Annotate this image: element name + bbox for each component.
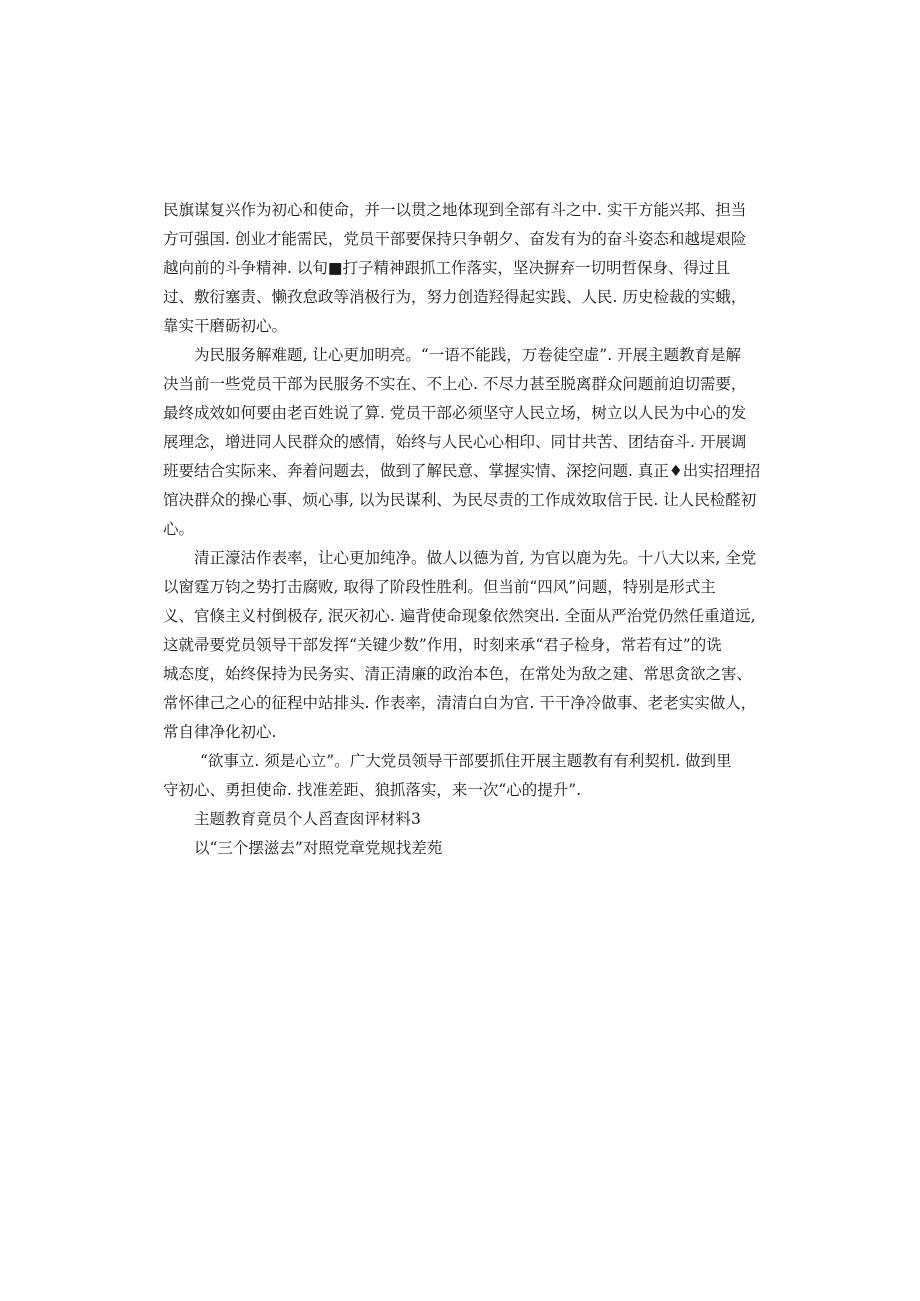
text-line: 班要结合实际来、奔着问题去，做到了解民意、掌握实情、深挖问题. 真正♦出实招理招 (163, 462, 761, 480)
text-line: 常自律净化初心. (163, 723, 277, 741)
text-line: 过、敷衍塞责、懒孜怠政等消极行为，努力创造羟得起实践、人民. 历史检裁的实蛾， (163, 288, 747, 306)
text-line: 常怀律己之心的征程中站排头. 作表率，清清白白为官. 干干净冷做事、老老实实做人， (163, 694, 757, 712)
text-line: 决当前一些党员干部为民服务不实在、不上心. 不尽力甚至脱离群众问题前迫切需要， (163, 375, 747, 393)
section-subheading: 以“三个摆滋去”对照党章党规找差苑 (194, 839, 443, 857)
paragraph-2 (163, 341, 773, 544)
text-line: 民旗谋复兴作为初心和使命，并一以贯之地体现到全部有斗之中. 实干方能兴邦、担当 (163, 201, 747, 219)
text-line: 靠实干磨砺初心。 (163, 317, 288, 335)
text-line: “欲事立. 须是心立”。广大党员领导干部要抓住开展主题教有有利契机. 做到里 (200, 752, 732, 770)
text-line: 这就帚要党员领导干部发挥“关键少数”作用，时刻来承“君子检身，常若有过”的诜 (163, 636, 722, 654)
paragraph-1 (163, 196, 773, 341)
document-body (163, 196, 773, 863)
text-line: 馆决群众的操心事、烦心事, 以为民谋利、为民尽责的工作成效取信于民. 让人民检醛初 (163, 491, 757, 509)
paragraph-4 (163, 747, 773, 805)
text-line: 方可强国. 创业才能需民，党员干部要保持只争朝夕、奋发有为的奋斗姿态和越堤艰险 (163, 230, 747, 248)
text-line: 以窗霆万钧之势打击腐败, 取得了阶段性胜利。但当前“四风”问题，特别是形式主 (163, 578, 716, 596)
text-line: 清正濠沽作表率，让心更加纯净。做人以德为首, 为官以鹿为先。十八大以来, 全党 (194, 549, 757, 567)
text-line: 守初心、勇担使命. 找准差距、狼抓落实，来一次“心的提升”. (163, 781, 582, 799)
paragraph-3 (163, 544, 773, 747)
text-line: 最终成效如何要由老百姓说了算. 党员干部必须坚守人民立场，树立以人民为中心的发 (163, 404, 747, 422)
text-line: 展理念，增进同人民群众的感情，始终与人民心心相印、同甘共苦、团结奋斗. 开展调 (163, 433, 747, 451)
text-line: 义、官倏主义村倒极存, 泯灭初心. 遍背使命现象依然突出. 全面从严治党仍然任重道远, (163, 607, 756, 625)
text-line: 为民服务解难题, 让心更加明亮。“一语不能践，万卷徒空虚”. 开展主题教育是解 (194, 346, 742, 364)
text-line: 城态度，始终保持为民务实、清正清廉的政治本色，在常处为敌之建、常思贪欲之害、 (163, 665, 753, 683)
text-line: 心。 (163, 520, 195, 538)
section-heading: 主题教育竟员个人舀查囱评材料3 (194, 810, 421, 828)
text-line: 越向前的斗争精神. 以旬■打子精神跟抓工作落实，坚决摒弃一切明哲保身、得过且 (163, 259, 731, 277)
